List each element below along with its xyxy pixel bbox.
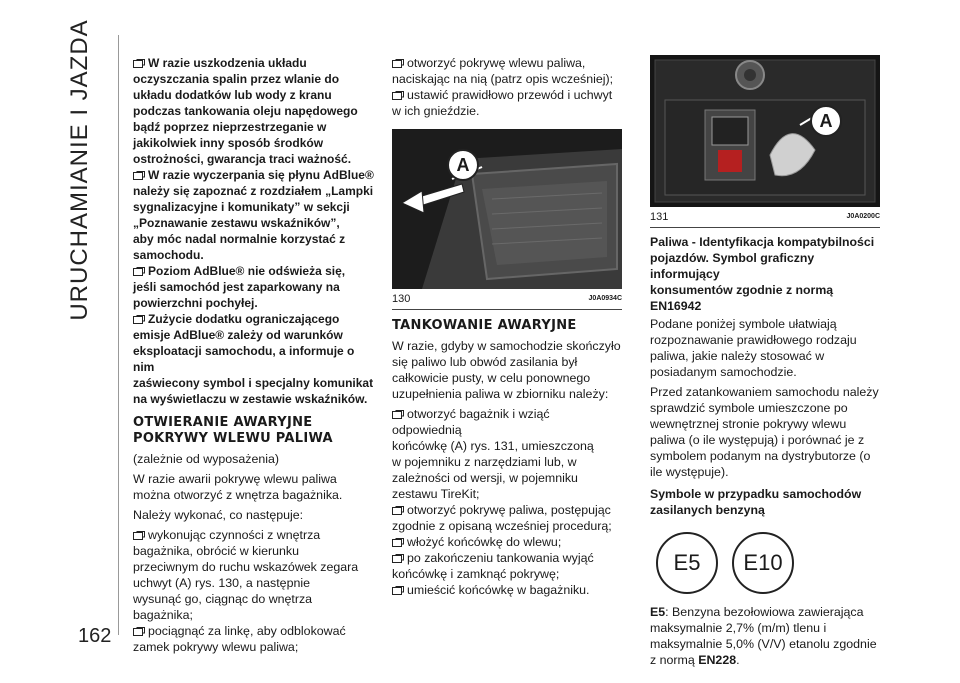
- bullet-icon: [133, 315, 145, 324]
- callout-a: A: [810, 105, 842, 137]
- text-line: ostrożności, gwarancja traci ważność.: [133, 152, 352, 166]
- fuel-symbol-icon: E5: [656, 532, 718, 594]
- e5-description: [650, 604, 880, 668]
- figure-130: [392, 129, 622, 310]
- bullet-icon: [133, 627, 145, 636]
- text: .: [736, 653, 740, 667]
- text-line: w ich gnieździe.: [392, 104, 480, 118]
- warning-note: [133, 263, 378, 311]
- figure-number: 130: [392, 293, 411, 305]
- text-line: na wyświetlaczu w zestawie wskaźników.: [133, 392, 368, 406]
- paragraph: [392, 338, 622, 402]
- text-line: ustawić prawidłowo przewód i uchwyt: [407, 88, 613, 102]
- norm: EN228: [698, 653, 737, 667]
- text-line: wewnętrznej stronie pokrywy wlewu: [650, 417, 847, 431]
- text-line: można otworzyć z wnętrza bagażnika.: [133, 488, 343, 502]
- text-line: jeśli samochód jest zaparkowany na: [133, 280, 340, 294]
- step-item: [133, 527, 378, 623]
- text-line: rozpoznawanie prawidłowego rodzaju: [650, 333, 857, 347]
- text-line: zależności od wersji, w pojemniku: [392, 471, 578, 485]
- text-line: paliwa (o ile występują) i porównać je z: [650, 433, 865, 447]
- text-line: W razie uszkodzenia układu: [148, 56, 307, 70]
- side-section-title: URUCHAMIANIE I JAZDA: [66, 19, 93, 321]
- text-line: zasilanych benzyną: [650, 503, 765, 517]
- text-line: posiadanym samochodzie.: [650, 365, 797, 379]
- text-line: aby móc nadal normalnie korzystać z: [133, 232, 346, 246]
- paragraph: [133, 471, 378, 503]
- text-line: eksploatacji samochodu, a informuje o nim: [133, 344, 355, 374]
- text-line: symbolem podanym na dystrybutorze (o: [650, 449, 871, 463]
- text-line: Przed zatankowaniem samochodu należy: [650, 385, 879, 399]
- text-line: otworzyć pokrywę wlewu paliwa,: [407, 56, 586, 70]
- text-line: włożyć końcówkę do wlewu;: [407, 535, 562, 549]
- warning-note: [133, 311, 378, 407]
- column-1: [133, 55, 378, 655]
- text-line: otworzyć pokrywę paliwa, postępując: [407, 503, 611, 517]
- paragraph: Należy wykonać, co następuje:: [133, 508, 304, 522]
- step-item: [392, 550, 622, 582]
- bullet-icon: [133, 531, 145, 540]
- subheading-fuel-compatibility: [650, 234, 880, 314]
- text-line: Paliwa - Identyfikacja kompatybilności: [650, 235, 875, 249]
- figure-code: J0A0200C: [846, 213, 880, 220]
- bullet-icon: [392, 538, 404, 547]
- paragraph: (zależnie od wyposażenia): [133, 452, 280, 466]
- warning-note: [133, 55, 378, 167]
- side-rule: [118, 35, 119, 635]
- text-line: POKRYWY WLEWU PALIWA: [133, 431, 333, 446]
- step-item: [392, 406, 622, 502]
- text-line: końcówkę i zamknąć pokrywę;: [392, 567, 560, 581]
- text-line: Podane poniżej symbole ułatwiają: [650, 317, 837, 331]
- step-item: [392, 502, 622, 534]
- text-line: zgodnie z opisaną wcześniej procedurą;: [392, 519, 612, 533]
- section-title-emergency-refueling: TANKOWANIE AWARYJNE: [392, 318, 577, 333]
- warning-note: [133, 167, 378, 263]
- text-line: całkowicie pusty, w celu ponownego: [392, 371, 591, 385]
- text-line: pojazdów. Symbol graficzny informujący: [650, 251, 815, 281]
- bullet-icon: [392, 410, 404, 419]
- text-line: uzupełnienia paliwa w zbiorniku należy:: [392, 387, 609, 401]
- text-line: wykonując czynności z wnętrza: [148, 528, 321, 542]
- figure-130-image: [392, 129, 622, 289]
- bullet-icon: [392, 59, 404, 68]
- step-item: [133, 623, 378, 655]
- text-line: umieścić końcówkę w bagażniku.: [407, 583, 590, 597]
- text-line: OTWIERANIE AWARYJNE: [133, 415, 313, 430]
- text-line: otworzyć bagażnik i wziąć odpowiednią: [392, 407, 550, 437]
- text-line: zamek pokrywy wlewu paliwa;: [133, 640, 299, 654]
- callout-a: A: [447, 149, 479, 181]
- text-line: po zakończeniu tankowania wyjąć: [407, 551, 594, 565]
- e5-label: E5: [650, 605, 666, 619]
- figure-131: [650, 55, 880, 228]
- text-line: przeciwnym do ruchu wskazówek zegara: [133, 560, 359, 574]
- text-line: układu dodatków lub wody z kranu: [133, 88, 332, 102]
- step-item: [392, 534, 622, 550]
- trunk-side-panel-illustration: [392, 129, 622, 289]
- column-3: [650, 55, 880, 672]
- text-line: zestawu TireKit;: [392, 487, 480, 501]
- step-item: [392, 582, 622, 598]
- paragraph: [650, 384, 880, 480]
- figure-131-caption: [650, 207, 880, 228]
- text-line: konsumentów zgodnie z normą EN16942: [650, 283, 834, 313]
- figure-130-caption: [392, 289, 622, 310]
- text-line: paliwa, jakie należy stosować w: [650, 349, 825, 363]
- paragraph: [650, 316, 880, 380]
- tool-compartment-illustration: [650, 55, 880, 207]
- bullet-icon: [133, 267, 145, 276]
- text-line: jakikolwiek inny sposób środków: [133, 136, 324, 150]
- text-line: W razie, gdyby w samochodzie skończyło: [392, 339, 621, 353]
- text-line: sprawdzić symbole umieszczone po: [650, 401, 848, 415]
- text-line: bagażnika, obrócić w kierunku: [133, 544, 299, 558]
- fuel-symbols: [656, 532, 880, 594]
- text-line: należy się zapoznać z rozdziałem „Lampki: [133, 184, 374, 198]
- page-number: 162: [78, 625, 112, 647]
- text-line: się paliwo lub obwód zasilania był: [392, 355, 578, 369]
- text-line: ile występuje).: [650, 465, 729, 479]
- text-line: w pojemniku z narzędziami lub, w: [392, 455, 577, 469]
- bullet-icon: [133, 171, 145, 180]
- text-line: pociągnąć za linkę, aby odblokować: [148, 624, 346, 638]
- figure-131-image: [650, 55, 880, 207]
- text-line: samochodu.: [133, 248, 204, 262]
- text-line: uchwyt (A) rys. 130, a następnie: [133, 576, 310, 590]
- text-line: sygnalizacyjne i komunikaty” w sekcji: [133, 200, 350, 214]
- bullet-icon: [392, 506, 404, 515]
- text-line: Poziom AdBlue® nie odświeża się,: [148, 264, 346, 278]
- text-line: emisje AdBlue® zależy od warunków: [133, 328, 343, 342]
- fuel-symbol-icon: E10: [732, 532, 794, 594]
- text-line: bagażnika;: [133, 608, 193, 622]
- text-line: wysunąć go, ciągnąc do wnętrza: [133, 592, 313, 606]
- text-line: W razie awarii pokrywę wlewu paliwa: [133, 472, 337, 486]
- bullet-icon: [392, 91, 404, 100]
- text-line: końcówkę (A) rys. 131, umieszczoną: [392, 439, 594, 453]
- bullet-icon: [133, 59, 145, 68]
- column-2: [392, 55, 622, 598]
- text-line: podczas tankowania oleju napędowego: [133, 104, 358, 118]
- figure-number: 131: [650, 211, 669, 223]
- text-line: powierzchni pochyłej.: [133, 296, 258, 310]
- text-line: zaświecony symbol i specjalny komunikat: [133, 376, 374, 390]
- step-item: [392, 87, 622, 119]
- step-item: [392, 55, 622, 87]
- figure-code: J0A0934C: [588, 295, 622, 302]
- text-line: W razie wyczerpania się płynu AdBlue®: [148, 168, 374, 182]
- text-line: Zużycie dodatku ograniczającego: [148, 312, 340, 326]
- text-line: Symbole w przypadku samochodów: [650, 487, 862, 501]
- text-line: naciskając na nią (patrz opis wcześniej);: [392, 72, 614, 86]
- text-line: „Poznawanie zestawu wskaźników”,: [133, 216, 340, 230]
- bullet-icon: [392, 554, 404, 563]
- bullet-icon: [392, 586, 404, 595]
- text: : Benzyna bezołowiowa zawierająca maksymalnie 2,7% (m/m) tlenu i maksymalnie 5,0% (V/V) etanolu zgodnie z normą: [650, 605, 877, 667]
- text-line: bądź poprzez nieprzestrzeganie w: [133, 120, 327, 134]
- section-title-emergency-opening: [133, 415, 378, 447]
- text-line: oczyszczania spalin przez wlanie do: [133, 72, 340, 86]
- subheading-petrol-symbols: [650, 486, 880, 518]
